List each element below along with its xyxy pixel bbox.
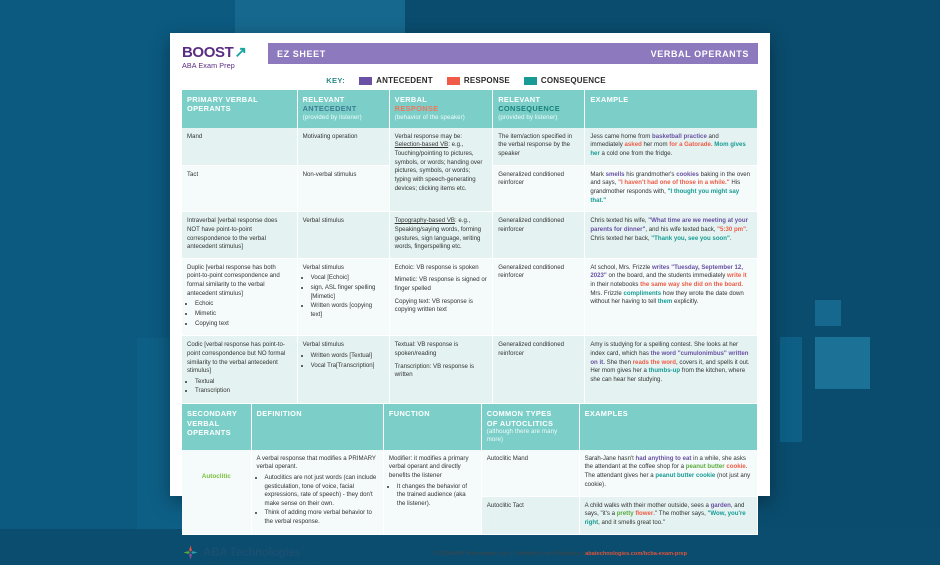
cell-function (383, 450, 481, 535)
hdr-l1: RELEVANT (302, 95, 345, 104)
hdr-l2: VERBAL (187, 418, 220, 428)
hdr-l1: RELEVANT (498, 95, 541, 104)
key-item-response (447, 76, 510, 85)
col-verbal-response (389, 90, 493, 128)
cell-definition (251, 450, 383, 535)
sheet-footer (182, 535, 758, 565)
hdr-l1: FUNCTION (388, 409, 430, 419)
cell-example: At school, Mrs. Frizzle writes "Tuesday, September 12, 2023" on the board, and the students immediately write it in their notebooks the same way she did on the board. Mrs. Frizzle compliments how they wrote the date down without her having to tell them explicitly. (585, 258, 758, 335)
cell-operant: Intraverbal [verbal response does NOT have point-to-point correspondence to the verbal antecedent stimulus] (182, 212, 297, 259)
cell-response (389, 258, 493, 335)
response-line: Mimetic: VB response is signed or finger spelled (394, 276, 487, 293)
list-item: • Textual (195, 378, 292, 387)
hdr-l2: OPERANTS (187, 104, 231, 114)
cell-consequence: The item/action specified in the verbal response by the speaker (493, 128, 585, 165)
table-row (182, 450, 758, 496)
response-selection-label: Selection-based VB (394, 141, 449, 149)
col-examples (579, 404, 757, 450)
list-item: • Vocal Tra[Transcription] (311, 362, 384, 371)
ez-sheet-document (170, 33, 770, 565)
cell-example: Jess came home from basketball practice and immediately asked her mom for a Gatorade. Mom gives her a cold one from the fridge. (585, 128, 758, 165)
cell-antecedent: Motivating operation (297, 128, 389, 165)
sheet-topic-title: VERBAL OPERANTS (650, 48, 749, 59)
cell-antecedent (297, 336, 389, 404)
hdr-l1: EXAMPLES (584, 409, 629, 419)
operant-subtypes (195, 378, 292, 396)
table-row (182, 128, 758, 165)
operant-name: Codic [verbal response has point-to-point correspondence but NO formal similarity to the verbal antecedent stimulus] (187, 341, 286, 375)
hdr-l1: SECONDARY (187, 409, 238, 419)
cell-autoclitic-label: Autoclitic (182, 450, 251, 535)
response-topography-text: : e.g., Speaking/saying words, forming gestures, sign language, writing words, fingerspelling etc. (394, 217, 482, 251)
col-example (585, 90, 758, 128)
hdr-l1: PRIMARY VERBAL (187, 95, 259, 104)
key-text-response: RESPONSE (463, 76, 510, 85)
cell-operant: Tact (182, 165, 297, 212)
hdr-l2: OF AUTOCLITICS (486, 418, 554, 428)
cell-operant (182, 258, 297, 335)
cell-operant (182, 336, 297, 404)
cell-antecedent: Non-verbal stimulus (297, 165, 389, 212)
key-item-consequence (524, 76, 606, 85)
hdr-l2: ANTECEDENT (302, 104, 357, 114)
list-item: • Transcription (195, 387, 292, 396)
ez-sheet-label: EZ SHEET (277, 48, 326, 59)
cell-example: A child walks with their mother outside, sees a garden, and says, "it's a pretty flower." The mother says, "Wow, you're right, and it smells great too." (579, 496, 757, 534)
secondary-verbal-operants-table (182, 404, 758, 535)
response-line: Textual: VB response is spoken/reading (394, 341, 459, 357)
color-key-legend (182, 76, 758, 85)
ez-sheet-title-bar (268, 43, 758, 64)
key-item-antecedent (359, 76, 433, 85)
hdr-l1: EXAMPLE (590, 95, 629, 104)
key-swatch-consequence (524, 77, 537, 85)
table-row (182, 212, 758, 259)
primary-verbal-operants-table (182, 90, 758, 404)
list-item: • It changes the behavior of the trained audience (aka the listener). (397, 483, 476, 509)
col-relevant-consequence (493, 90, 585, 128)
key-swatch-antecedent (359, 77, 372, 85)
list-item: • Think of adding more verbal behavior to the verbal response. (265, 509, 378, 526)
list-item: • sign, ASL finger spelling [Mimetic] (311, 284, 384, 301)
footer-credits (362, 551, 758, 557)
list-item: • Mimetic (195, 310, 292, 319)
hdr-sub: (provided by listener) (498, 113, 558, 121)
list-item: • Copying text (195, 320, 292, 329)
function-bullets (397, 483, 476, 509)
boost-wordmark: BOOST (182, 44, 234, 61)
antecedent-subtypes (311, 274, 384, 319)
sheet-header (182, 43, 758, 70)
key-text-consequence: CONSEQUENCE (540, 76, 606, 85)
cell-response (389, 336, 493, 404)
cell-consequence: Generalized conditioned reinforcer (493, 258, 585, 335)
hdr-l1: VERBAL (394, 95, 428, 104)
hdr-l2: RESPONSE (394, 104, 439, 114)
col-primary-verbal-operants (182, 90, 297, 128)
key-swatch-response (447, 77, 460, 85)
operant-name: Duplic [verbal response has both point-to-point correspondence and formal similarity to the verbal antecedent stimulus] (187, 263, 280, 297)
col-common-types-autoclitics (481, 404, 579, 450)
antecedent-text: Verbal stimulus (302, 341, 344, 349)
col-definition (251, 404, 383, 450)
cell-autoclitic-type: Autoclitic Mand (481, 450, 579, 496)
antecedent-text: Verbal stimulus (302, 263, 344, 271)
definition-bullets (265, 474, 378, 527)
primary-table-header-row (182, 90, 758, 128)
background-block-7 (815, 337, 870, 389)
response-line: Copying text: VB response is copying written text (394, 297, 473, 314)
cell-response-selection-based (389, 128, 493, 212)
hdr-l2: CONSEQUENCE (498, 104, 561, 114)
antecedent-subtypes (311, 352, 384, 370)
boost-logo (182, 43, 260, 70)
hdr-l1: COMMON TYPES (486, 409, 552, 419)
table-row (182, 336, 758, 404)
cell-response-topography-based (389, 212, 493, 259)
cell-consequence: Generalized conditioned reinforcer (493, 336, 585, 404)
cell-example: Mark smells his grandmother's cookies baking in the oven and says, "I haven't had one of those in a while." His grandmother responds with, "I thought you might say that." (585, 165, 758, 212)
response-topography-label: Topography-based VB (394, 217, 455, 225)
hdr-sub: (although there are many more) (486, 428, 558, 443)
list-item: • Autoclitics are not just words (can include gesticulation, tone of voice, facial expressions, rate of speech) - they don't make sense on their own. (265, 474, 378, 509)
aba-technologies-logo (182, 543, 362, 565)
response-line: Echoic: VB response is spoken (394, 263, 479, 271)
col-secondary-verbal-operants (182, 404, 251, 450)
cell-example: Chris texted his wife, "What time are we meeting at your parents for dinner", and his wife texted back, "5:30 pm". Chris texted her back, "Thank you, see you soon". (585, 212, 758, 259)
cell-operant: Mand (182, 128, 297, 165)
background-block-8 (780, 337, 802, 442)
background-block-6 (815, 300, 841, 326)
hdr-sub: (behavior of the speaker) (394, 113, 465, 121)
response-intro: Verbal response may be: (394, 132, 463, 140)
list-item: • Written words [Textual] (311, 352, 384, 361)
cell-example: Amy is studying for a spelling contest. She looks at her index card, which has the word "cumulonimbus" written on it. She then reads the word, covers it, and spells it out. Her mom gives her a thumbs-up from the kitchen, where she can hear her studying. (585, 336, 758, 404)
key-text-antecedent: ANTECEDENT (376, 76, 433, 85)
list-item: • Written words [copying text] (311, 302, 384, 319)
website-link[interactable]: abatechnologies.com/bcba-exam-prep (585, 550, 688, 557)
hdr-l3: OPERANTS (187, 428, 231, 438)
definition-intro: A verbal response that modifies a PRIMARY verbal operant. (256, 454, 376, 471)
hdr-sub: (provided by listener) (302, 113, 362, 121)
aba-tagline: IMPROVING LIVES THROUGH THE SCIENCE OF BEHAVIOR (203, 560, 316, 565)
aba-logo-text (203, 543, 316, 565)
cell-consequence: Generalized conditioned reinforcer (493, 165, 585, 212)
key-label: KEY: (326, 76, 346, 85)
boost-swoosh-icon: ↗ (234, 44, 247, 61)
copyright-text: © 2024 ABA Technologies, Inc. | Created by Lina Majdalany | (432, 550, 586, 557)
list-item: • Echoic (195, 300, 292, 309)
aba-trademark: ® (300, 545, 305, 552)
table-row (182, 258, 758, 335)
operant-subtypes (195, 300, 292, 328)
function-intro: Modifier: it modifies a primary verbal operant and directly benefits the listener (388, 454, 469, 479)
col-relevant-antecedent (297, 90, 389, 128)
list-item: • Vocal [Echoic] (311, 274, 384, 283)
cell-antecedent (297, 258, 389, 335)
col-function (383, 404, 481, 450)
cell-consequence: Generalized conditioned reinforcer (493, 212, 585, 259)
hdr-l1: DEFINITION (256, 409, 302, 419)
boost-tagline: ABA Exam Prep (182, 61, 235, 70)
secondary-table-header-row (182, 404, 758, 450)
aba-mark-icon (182, 544, 199, 564)
cell-antecedent: Verbal stimulus (297, 212, 389, 259)
aba-company-name: ABA Technologies (203, 546, 301, 559)
cell-autoclitic-type: Autoclitic Tact (481, 496, 579, 534)
response-line: Transcription: VB response is written (394, 362, 475, 379)
response-selection-text: : e.g., Touching/pointing to pictures, symbols, or words; handing over pictures, symbols, or words; typing with speech-generating devices; clicking items etc. (394, 141, 483, 192)
cell-example: Sarah-Jane hasn't had anything to eat in a while, she asks the attendant at the coffee shop for a peanut butter cookie. The attendant gives her a peanut butter cookie (not just any cookie). (579, 450, 757, 496)
